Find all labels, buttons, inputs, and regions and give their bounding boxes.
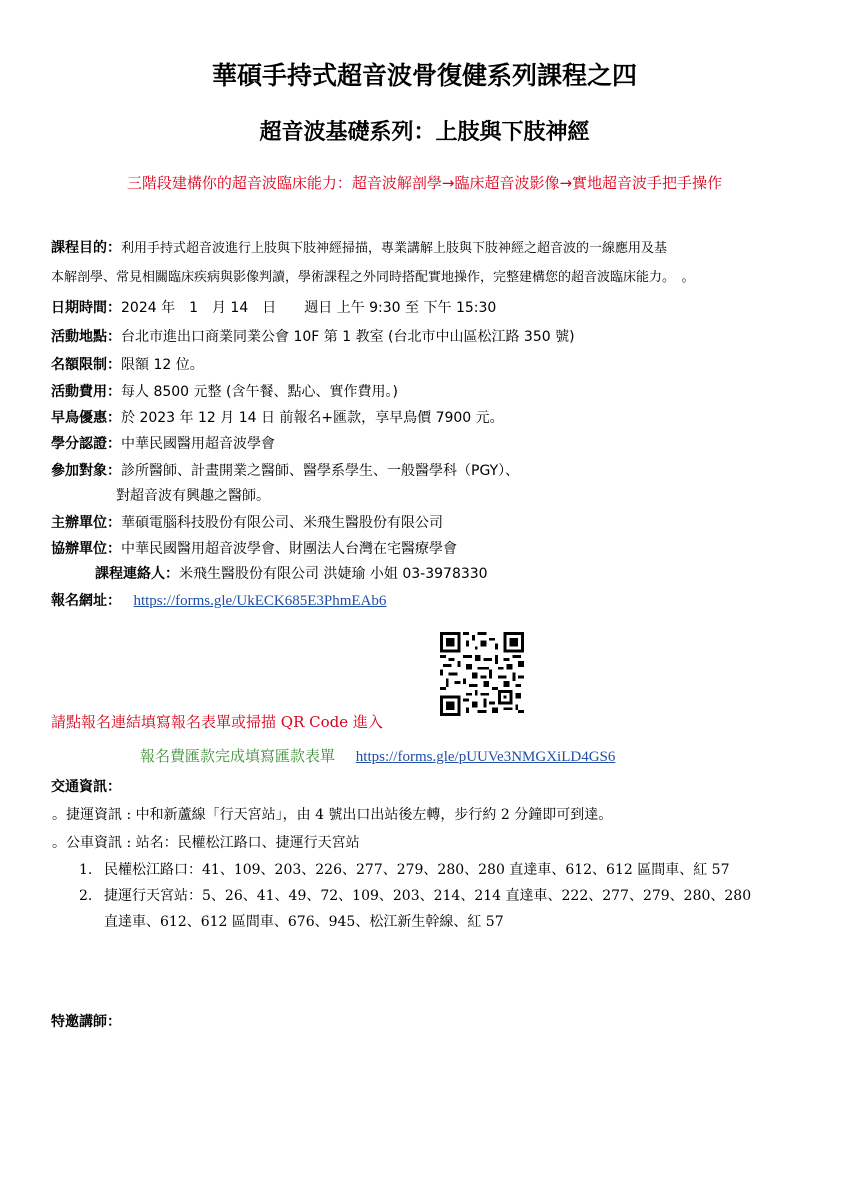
quota-label: 名額限制：: [51, 357, 121, 373]
cohost-label: 協辦單位：: [51, 541, 121, 557]
quota-value: 限額 12 位。: [121, 357, 204, 373]
target-line1: 診所醫師、計畫開業之醫師、醫學系學生、一般醫學科（PGY）、: [121, 463, 520, 479]
host-row: [51, 513, 443, 533]
mrt-info: 。捷運資訊 : 中和新蘆線「行天宮站」，由 4 號出口出站後左轉，步行約 2 分鐘即可到達。: [52, 807, 613, 823]
bus-info: 。公車資訊 : 站名：民權松江路口、捷運行天宮站: [52, 835, 360, 851]
contact-row: [95, 564, 488, 584]
signup-link[interactable]: https://forms.gle/UkECK685E3PhmEAb6: [133, 593, 387, 609]
page-subtitle: 超音波基礎系列：上肢與下肢神經: [259, 120, 590, 145]
bus-stop-line-cont: 直達車、612、612 區間車、676、945、松江新生幹線、紅 57: [104, 914, 504, 930]
qr-code: [440, 632, 524, 716]
fee-row: [51, 382, 398, 402]
credit-row: [51, 434, 275, 454]
page-title: 華碩手持式超音波骨復健系列課程之四: [211, 61, 637, 90]
cohost-row: [51, 539, 457, 559]
venue-label: 活動地點：: [51, 329, 121, 345]
venue-value: 台北市進出口商業同業公會 10F 第 1 教室 (台北市中山區松江路 350 號): [121, 329, 575, 345]
early-row: [51, 408, 504, 428]
target-line2: 對超音波有興趣之醫師。: [116, 488, 270, 504]
target-row: [51, 461, 519, 481]
date-value: 2024 年 1 月 14 日 週日 上午 9:30 至 下午 15:30: [121, 300, 497, 316]
payment-row: [140, 746, 615, 767]
fee-value: 每人 8500 元整 (含午餐、點心、實作費用。): [121, 384, 398, 400]
fee-label: 活動費用：: [51, 384, 121, 400]
target-label: 參加對象：: [51, 463, 121, 479]
bus-stop-num: 1.: [79, 862, 93, 878]
transport-heading: 交通資訊：: [51, 779, 121, 795]
signup-row: [51, 591, 386, 611]
speaker-heading: 特邀講師：: [51, 1014, 121, 1030]
bus-stop-num: 2.: [79, 888, 93, 904]
contact-label: 課程連絡人：: [95, 566, 179, 582]
host-value: 華碩電腦科技股份有限公司、米飛生醫股份有限公司: [121, 515, 443, 531]
bus-stop-line: 民權松江路口：41、109、203、226、277、279、280、280 直達車、612、612 區間車、紅 57: [104, 862, 730, 878]
purpose-row: [51, 238, 667, 259]
early-value: 於 2023 年 12 月 14 日 前報名+匯款，享早鳥價 7900 元。: [121, 410, 504, 426]
date-label: 日期時間：: [51, 300, 121, 316]
payment-text: 報名費匯款完成填寫匯款表單: [140, 747, 336, 765]
qr-caption: 請點報名連結填寫報名表單或掃描 QR Code 進入: [51, 713, 383, 731]
host-label: 主辦單位：: [51, 515, 121, 531]
early-label: 早鳥優惠：: [51, 410, 121, 426]
credit-label: 學分認證：: [51, 436, 121, 452]
quota-row: [51, 355, 204, 375]
purpose-label: 課程目的：: [51, 240, 121, 256]
contact-value: 米飛生醫股份有限公司 洪婕瑜 小姐 03-3978330: [179, 566, 488, 582]
cohost-value: 中華民國醫用超音波學會、財團法人台灣在宅醫療學會: [121, 541, 457, 557]
purpose-line2: 本解剖學、常見相關臨床疾病與影像判讀，學術課程之外同時搭配實地操作，完整建構您的超音波臨床能力。 。: [51, 270, 695, 285]
date-row: [51, 298, 496, 318]
tagline: 三階段建構你的超音波臨床能力：超音波解剖學→臨床超音波影像→實地超音波手把手操作: [126, 174, 723, 192]
venue-row: [51, 327, 575, 347]
signup-label: 報名網址：: [51, 593, 121, 609]
credit-value: 中華民國醫用超音波學會: [121, 436, 275, 452]
bus-stop-line: 捷運行天宮站：5、26、41、49、72、109、203、214、214 直達車、222、277、279、280、280: [104, 888, 752, 904]
purpose-line1: 利用手持式超音波進行上肢與下肢神經掃描，專業講解上肢與下肢神經之超音波的一線應用及基: [121, 241, 668, 256]
payment-link[interactable]: https://forms.gle/pUUVe3NMGXiLD4GS6: [355, 749, 616, 765]
